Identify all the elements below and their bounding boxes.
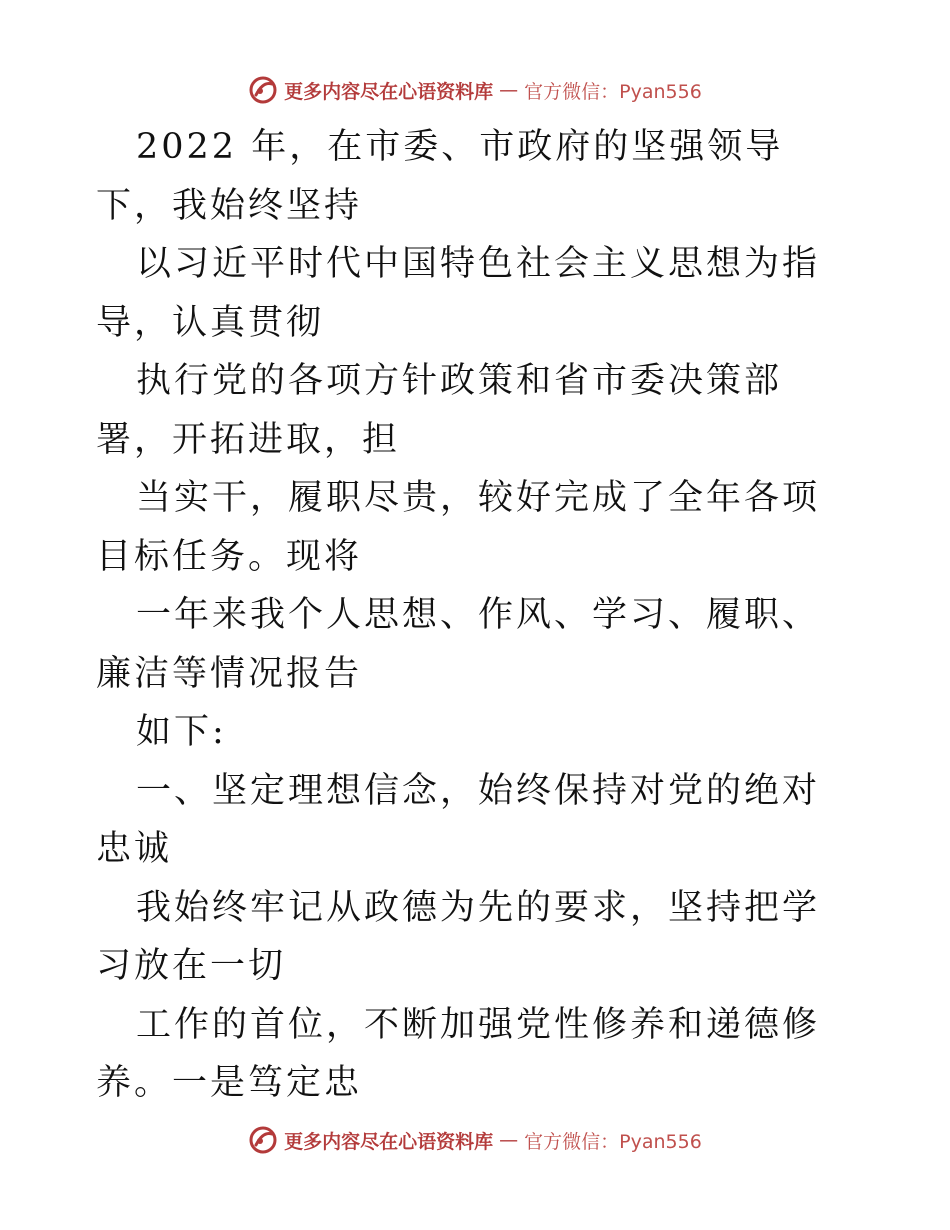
paragraph: 我始终牢记从政德为先的要求，坚持把学习放在一切 [96,887,821,986]
footer-brand: 更多内容尽在心语资料库 [284,1130,494,1153]
paragraph: 当实干，履职尽贵，较好完成了全年各项目标任务。现将 [96,478,821,577]
footer-contact: 官方微信：Pyan556 [524,1130,702,1153]
header-brand: 更多内容尽在心语资料库 [284,80,494,103]
section-heading: 一、坚定理想信念，始终保持对党的绝对忠诚 [96,770,821,869]
paragraph: 工作的首位，不断加强党性修养和递德修养。一是笃定忠 [96,1004,821,1103]
header-banner [0,70,950,110]
paragraph: 2022 年，在市委、市政府的坚强领导下，我始终坚持 [96,127,784,226]
paragraph: 执行党的各项方针政策和省市委决策部署，开拓进取，担 [96,361,783,460]
footer-banner [0,1120,950,1160]
paragraph: 一年来我个人思想、作风、学习、履职、廉洁等情况报告 [96,595,821,694]
footer-dash: — [499,1129,519,1151]
paragraph: 以习近平时代中国特色社会主义思想为指导，认真贯彻 [96,244,821,343]
header-dash: — [499,79,519,101]
header-contact: 官方微信：Pyan556 [524,80,702,103]
brand-logo-icon [248,1125,278,1155]
document-body [96,118,856,1113]
brand-logo-icon [248,75,278,105]
paragraph: 如下: [136,712,227,752]
